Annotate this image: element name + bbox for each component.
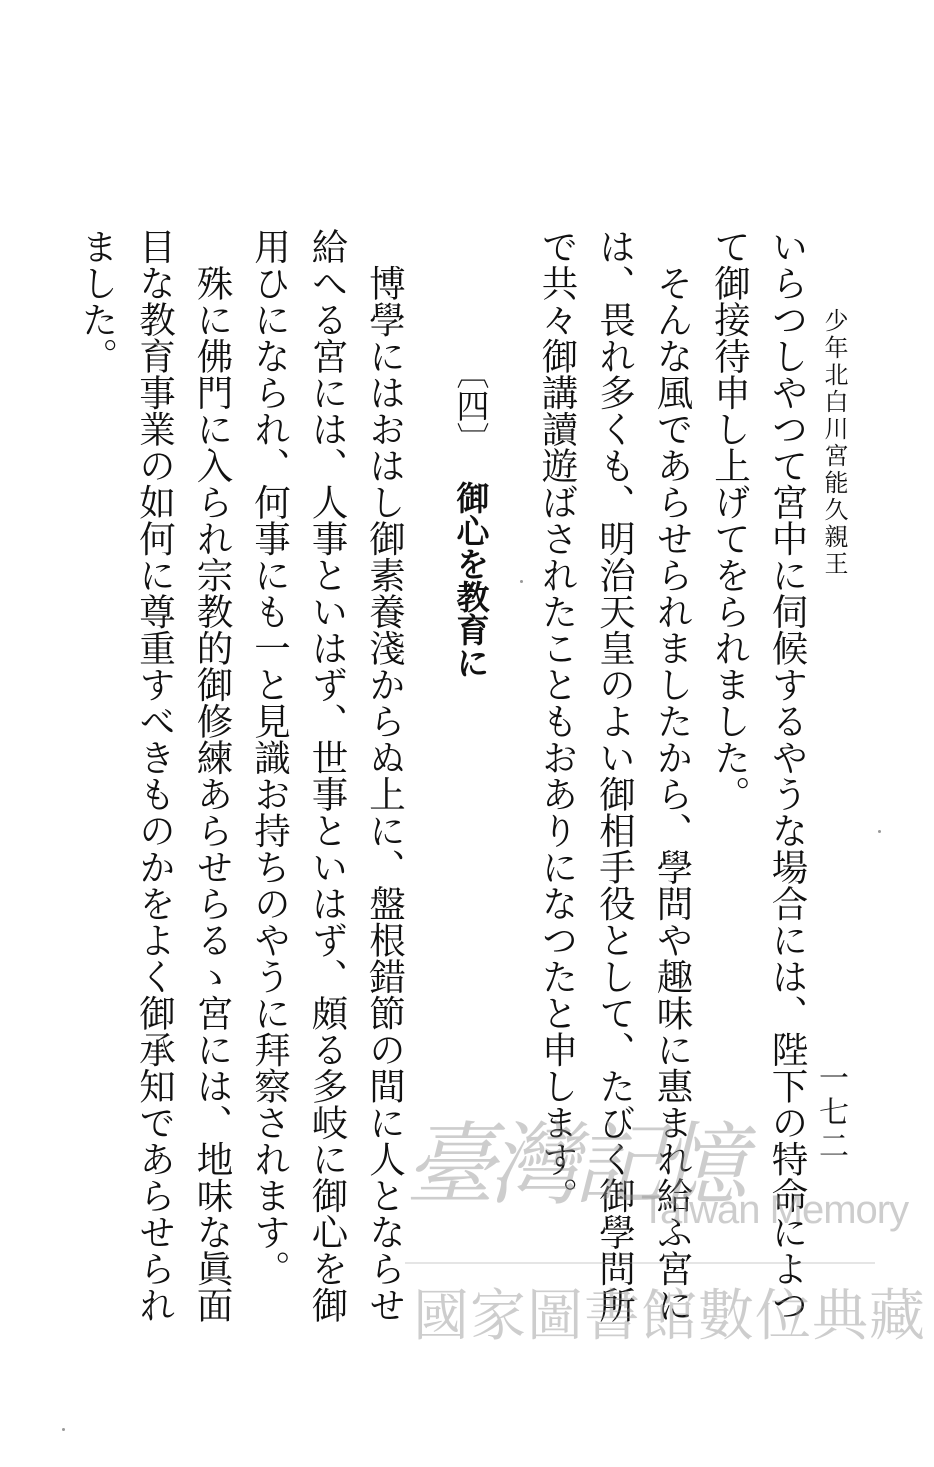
scan-speck <box>62 1428 65 1431</box>
paragraph <box>69 228 242 1328</box>
paragraph <box>529 228 702 1328</box>
section-marker: 〔四〕 <box>451 356 491 455</box>
watermark-english: Taiwan Memory <box>641 1188 909 1232</box>
scan-speck <box>878 830 881 833</box>
section-heading <box>414 228 529 1328</box>
main-text <box>69 228 817 1328</box>
running-title: 少年北白川宮能久親王 <box>820 308 848 578</box>
paragraph-text: そんな風であらせられましたから、學問や趣味に惠まれ給ふ宮には、畏れ多くも、明治天皇のよい御相手役として、たびく御學問所で共々御講讀遊ばされたこともおありになつたと申します。 <box>536 228 694 1323</box>
paragraph-text: 博學にはおはし御素養淺からぬ上に、盤根錯節の間に人とならせ給へる宮には、人事といはず、世事といはず、頗る多岐に御心を御用ひになられ、何事にも一と見識お持ちのやうに拜察されます。 <box>248 228 407 1323</box>
watermark-chinese: 國家圖書館數位典藏 <box>413 1284 926 1349</box>
paragraph <box>241 228 414 1328</box>
page-number: 一七二 <box>813 1062 848 1164</box>
paragraph-text: 殊に佛門に入られ宗教的御修練あらせらるゝ宮には、地味な眞面目な教育事業の如何に尊重すべきものかをよく御承知であらせられました。 <box>76 228 234 1323</box>
watermark-calligraphy: 臺灣記憶 <box>405 1113 741 1218</box>
heading-spacer <box>470 455 471 481</box>
scan-speck <box>520 580 523 583</box>
paragraph: いらつしやつて宮中に伺候するやうな場合には、陛下の特命によつて御接待申し上げてをられました。 <box>708 228 809 1323</box>
section-title: 御心を教育に <box>451 481 491 679</box>
